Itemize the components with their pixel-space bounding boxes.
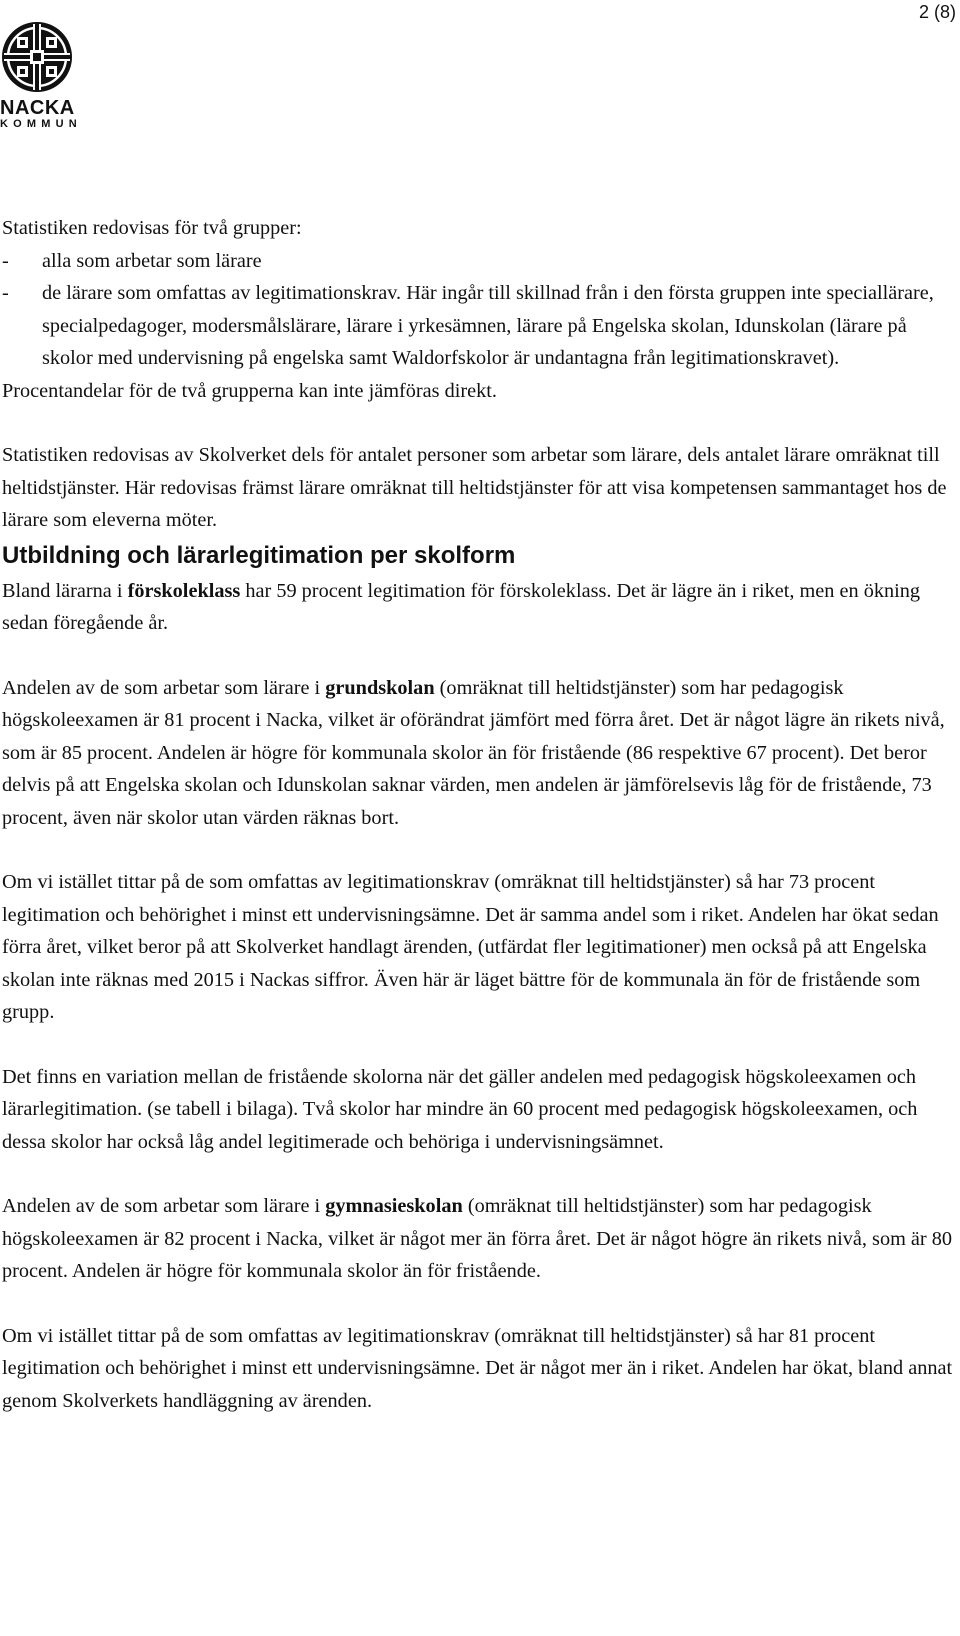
paragraph-fristaende-variation: Det finns en variation mellan de fristående skolorna när det gäller andelen med pedagogisk högskoleexamen och lärarlegitimation. (se tabell i bilaga). Två skolor har mindre än 60 procent med pedagogisk högskoleexamen, och dessa skolor har också låg andel legitimerade och behöriga i undervisningsämnet. — [2, 1065, 918, 1153]
paragraph-gymnasieskolan: Andelen av de som arbetar som lärare i gymnasieskolan (omräknat till heltidstjänster) som har pedagogisk högskoleexamen är 82 procent i Nacka, vilket är något mer än förra året. Det är något högre än rikets nivå, som är 80 procent. Andelen är högre för kommunala skolor än för fristående. — [2, 1195, 953, 1282]
logo-subtitle: KOMMUN — [0, 118, 82, 130]
nacka-logo — [0, 20, 82, 130]
page-number: 2 (8) — [918, 2, 956, 22]
list-item — [2, 245, 958, 278]
list-bullet: - — [2, 282, 9, 304]
nacka-emblem-icon — [0, 20, 74, 94]
bold-term: grundskolan — [325, 676, 435, 699]
paragraph-grundskolan: Andelen av de som arbetar som lärare i grundskolan (omräknat till heltidstjänster) som har pedagogisk högskoleexamen är 81 procent i Nacka, vilket är oförändrat jämfört med förra året. Det är något lägre än rikets nivå, som är 85 procent. Andelen är högre för kommunala skolor än för fristående (86 respektive 67 procent). Det beror delvis på att Engelska skolan och Idunskolan saknar värden, men andelen är jämförelsevis låg för de fristående, 73 procent, även när skolor utan värden räknas bort. — [2, 676, 945, 829]
bold-term: gymnasieskolan — [325, 1195, 463, 1217]
document-body — [2, 212, 958, 1417]
intro-note: Procentandelar för de två grupperna kan inte jämföras direkt. — [2, 379, 497, 402]
paragraph-grundskolan-legitimation: Om vi istället tittar på de som omfattas av legitimationskrav (omräknat till heltidstjänster) så har 73 procent legitimation och behörighet i minst ett undervisningsämne. Det är samma andel som i riket. Andelen har ökat sedan förra året, vilket beror på att Skolverket handlagt ärenden, (utfärdat fler legitimationer) men också på att Engelska skolan inte räknas med 2015 i Nackas siffror. Även här är läget bättre för de kommunala än för de fristående som grupp. — [2, 871, 939, 1023]
list-item-text: alla som arbetar som lärare — [42, 249, 262, 272]
section-heading: Utbildning och lärarlegitimation per skolform — [2, 541, 516, 569]
list-item-text: de lärare som omfattas av legitimationskrav. Här ingår till skillnad från i den första gruppen inte speciallärare, specialpedagoger, modersmålslärare, lärare i yrkesämnen, lärare på Engelska skolan, Idunskolan (lärare på skolor med undervisning på engelska samt Waldorfskolor är undantagna från legitimationskravet). — [42, 282, 934, 369]
logo-name: NACKA — [0, 97, 75, 119]
list-bullet: - — [2, 249, 9, 272]
bold-term: förskoleklass — [127, 579, 241, 602]
intro-lead: Statistiken redovisas för två grupper: — [2, 217, 302, 239]
paragraph-statistics: Statistiken redovisas av Skolverket dels för antalet personer som arbetar som lärare, dels antalet lärare omräknat till heltidstjänster. Här redovisas främst lärare omräknat till heltidstjänster för att visa kompetensen sammantaget hos de lärare som eleverna möter. — [2, 444, 947, 531]
paragraph-forskoleklass: Bland lärarna i förskoleklass har 59 procent legitimation för förskoleklass. Det är lägre än i riket, men en ökning sedan föregående år. — [2, 579, 921, 634]
paragraph-gymnasieskolan-legitimation: Om vi istället tittar på de som omfattas av legitimationskrav (omräknat till heltidstjänster) så har 81 procent legitimation och behörighet i minst ett undervisningsämne. Det är något mer än i riket. Andelen har ökat, bland annat genom Skolverkets handläggning av ärenden. — [2, 1324, 953, 1412]
intro-list — [2, 245, 958, 375]
list-item — [2, 277, 958, 375]
